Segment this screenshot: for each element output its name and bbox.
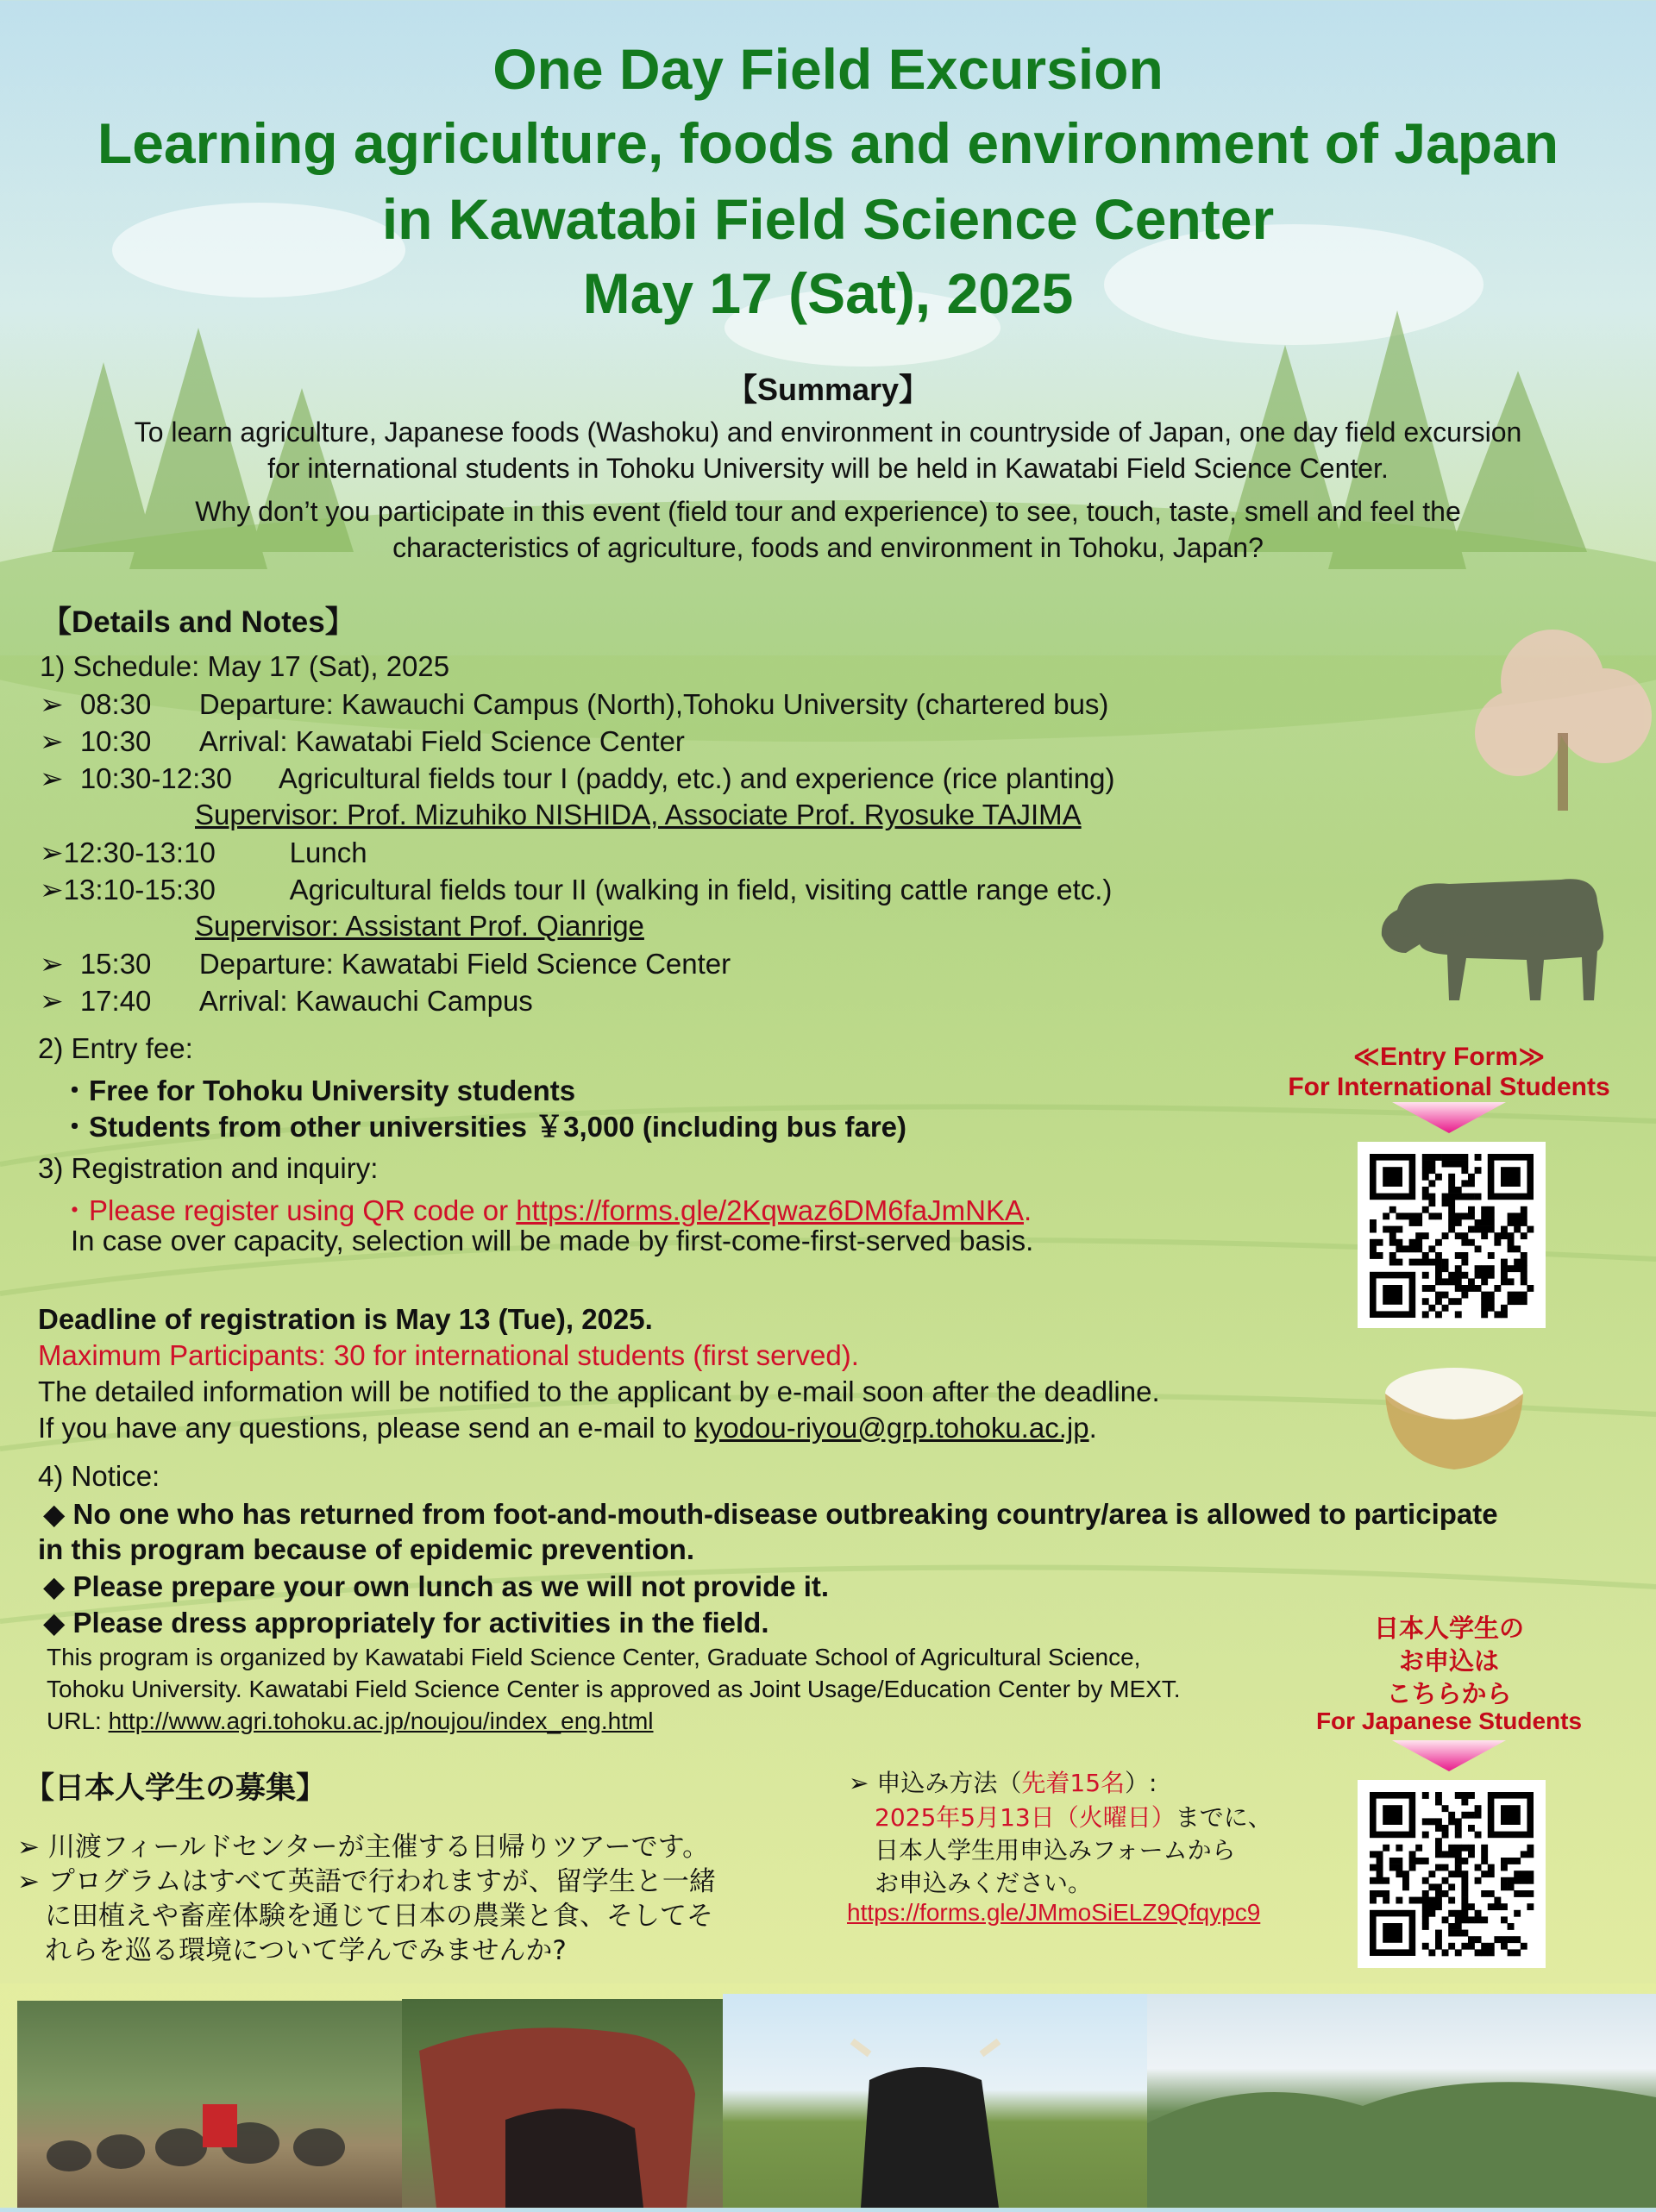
summary-p1-line2: for international students in Tohoku University will be held in Kawatabi Field Science Center. [267,453,1389,484]
registration-title: 3) Registration and inquiry: [38,1152,379,1184]
registration-line [60,1188,1032,1229]
schedule-time: 10:30-12:30 [79,762,232,794]
schedule-time: 08:30 [79,688,152,720]
contact-email-link[interactable]: kyodou-riyou@grp.tohoku.ac.jp [694,1412,1089,1444]
jp-form-label-2: お申込は [1398,1648,1499,1676]
qr-pattern [1358,1142,1546,1328]
jp-form-label-1: 日本人学生の [1373,1615,1524,1643]
entry-form-sublabel: For International Students [1288,1073,1610,1101]
japanese-heading: 【日本人学生の募集】 [24,1771,327,1806]
bullet-arrow: ➢ [40,948,64,980]
schedule-row [40,724,685,758]
bullet-arrow: ➢ [40,837,64,868]
notice-title: 4) Notice: [38,1460,160,1492]
notice-1-line1: ◆ No one who has returned from foot-and-mouth-disease outbreaking country/area is allowed to participate [43,1498,1498,1530]
jp-item-1: ➢ 川渡フィールドセンターが主催する日帰りツアーです。 [17,1832,710,1863]
rice-basket-illustration [1377,1359,1532,1476]
schedule-text: Arrival: Kawatabi Field Science Center [198,725,685,757]
question-line [38,1412,1097,1444]
fee-free: ・Free for Tohoku University students [60,1075,576,1106]
organizer-line2: Tohoku University. Kawatabi Field Science Center is approved as Joint Usage/Education Center by MEXT. [47,1676,1181,1702]
schedule-text: Agricultural fields tour II (walking in field, visiting cattle range etc.) [289,874,1113,905]
schedule-row [40,836,367,869]
qr-code-japanese[interactable] [1358,1780,1546,1968]
cattle-figure [402,1999,723,2208]
photo-rice-planting [17,2001,402,2208]
schedule-time: 17:40 [79,985,152,1017]
cattle-figure [723,1994,1147,2208]
schedule-row [40,947,731,981]
jp-apply-line: お申込みください。 [875,1869,1093,1897]
schedule-text: Agricultural fields tour I (paddy, etc.) and experience (rice planting) [278,762,1115,794]
summary-p2-line1: Why don’t you participate in this event (field tour and experience) to see, touch, taste, smell and feel the [195,496,1461,527]
supervisor-2: Supervisor: Assistant Prof. Qianrige [195,910,644,942]
schedule-text: Lunch [289,837,367,868]
jp-form-line: 日本人学生用申込みフォームから [875,1836,1236,1864]
photo-landscape [1147,1994,1656,2208]
deadline: Deadline of registration is May 13 (Tue), 2025. [38,1303,653,1335]
schedule-row [40,761,1115,795]
people-planting-figure [17,2001,402,2208]
capacity-note: In case over capacity, selection will be made by first-come-first-served basis. [71,1225,1034,1256]
qr-code-international[interactable] [1358,1142,1546,1328]
jp-item-2-line3: れらを巡る環境について学んでみませんか? [45,1935,567,1966]
event-date: May 17 (Sat), 2025 [582,261,1074,325]
registration-period: . [1023,1194,1032,1226]
details-heading: 【Details and Notes】 [41,605,355,639]
title-line-1: One Day Field Excursion [492,37,1164,101]
photo-cattle-red [402,1999,723,2208]
schedule-row [40,984,533,1018]
bullet-arrow: ➢ [40,985,64,1017]
bullet-arrow: ➢ [40,688,64,720]
summary-heading: 【Summary】 [725,372,931,407]
url-label: URL: [47,1708,109,1734]
registration-text: ・Please register using QR code or [60,1194,517,1226]
title-line-2: Learning agriculture, foods and environment of Japan [97,111,1559,175]
notice-1-line2: in this program because of epidemic prevention. [38,1533,694,1565]
mountain-figure [1147,1994,1656,2208]
notice-2: ◆ Please prepare your own lunch as we will not provide it. [43,1570,830,1602]
bullet-arrow: ➢ [40,725,64,757]
jp-deadline [875,1799,1272,1833]
jp-form-label-4: For Japanese Students [1315,1708,1583,1734]
jp-form-label-3: こちらから [1386,1681,1512,1708]
schedule-row [40,873,1112,906]
notification-info: The detailed information will be notified to the applicant by e-mail soon after the deadline. [38,1375,1160,1407]
schedule-time: 10:30 [79,725,152,757]
notice-3: ◆ Please dress appropriately for activities in the field. [43,1607,769,1639]
supervisor-1: Supervisor: Prof. Mizuhiko NISHIDA, Associate Prof. Ryosuke TAJIMA [195,799,1082,830]
schedule-row [40,687,1108,721]
jp-deadline-date: 2025年5月13日（火曜日） [875,1803,1176,1832]
schedule-title: 1) Schedule: May 17 (Sat), 2025 [40,650,450,682]
title-line-3: in Kawatabi Field Science Center [381,187,1275,251]
photo-cattle-black [723,1994,1147,2208]
jp-method-capacity: 先着15名 [1021,1769,1126,1797]
summary-p2-line2: characteristics of agriculture, foods and environment in Tohoku, Japan? [392,532,1264,563]
website-link[interactable]: http://www.agri.tohoku.ac.jp/noujou/index_eng.html [108,1708,654,1734]
schedule-text: Arrival: Kawauchi Campus [198,985,533,1017]
jp-item-2-line2: に田植えや畜産体験を通じて日本の農業と食、そしてそ [45,1901,713,1932]
jp-item-2-line1: ➢ プログラムはすべて英語で行われますが、留学生と一緒 [17,1866,716,1897]
url-line [47,1708,654,1735]
summary-p1-line1: To learn agriculture, Japanese foods (Washoku) and environment in countryside of Japan, one day field excursion [134,417,1522,448]
arrow-down-icon [1392,1102,1506,1133]
schedule-time: 15:30 [79,948,152,980]
jp-method-suffix: ）: [1125,1769,1157,1797]
schedule-text: Departure: Kawauchi Campus (North),Tohoku University (chartered bus) [198,688,1109,720]
max-participants: Maximum Participants: 30 for international students (first served). [38,1339,859,1371]
schedule-text: Departure: Kawatabi Field Science Center [198,948,731,980]
registration-link[interactable]: https://forms.gle/2Kqwaz6DM6faJmNKA [516,1194,1024,1226]
jp-deadline-suffix: までに、 [1175,1803,1272,1832]
bullet-arrow: ➢ [40,762,64,794]
cow-illustration [1371,849,1622,1009]
question-period: . [1088,1412,1097,1444]
bullet-arrow: ➢ [40,874,64,905]
entry-fee-title: 2) Entry fee: [38,1032,193,1064]
qr-pattern [1358,1780,1546,1968]
question-text: If you have any questions, please send an e-mail to [38,1412,695,1444]
arrow-down-icon [1392,1740,1506,1771]
schedule-time: 12:30-13:10 [63,837,216,868]
entry-form-label: ≪Entry Form≫ [1352,1043,1546,1071]
organizer-line1: This program is organized by Kawatabi Field Science Center, Graduate School of Agricultural Science, [47,1644,1141,1670]
jp-form-link[interactable]: https://forms.gle/JMmoSiELZ9Qfqypc9 [847,1899,1261,1926]
fee-other: ・Students from other universities ￥3,000 (including bus fare) [60,1111,907,1143]
jp-method [849,1764,1157,1799]
schedule-time: 13:10-15:30 [63,874,216,905]
jp-method-prefix: ➢ 申込み方法（ [849,1769,1022,1797]
